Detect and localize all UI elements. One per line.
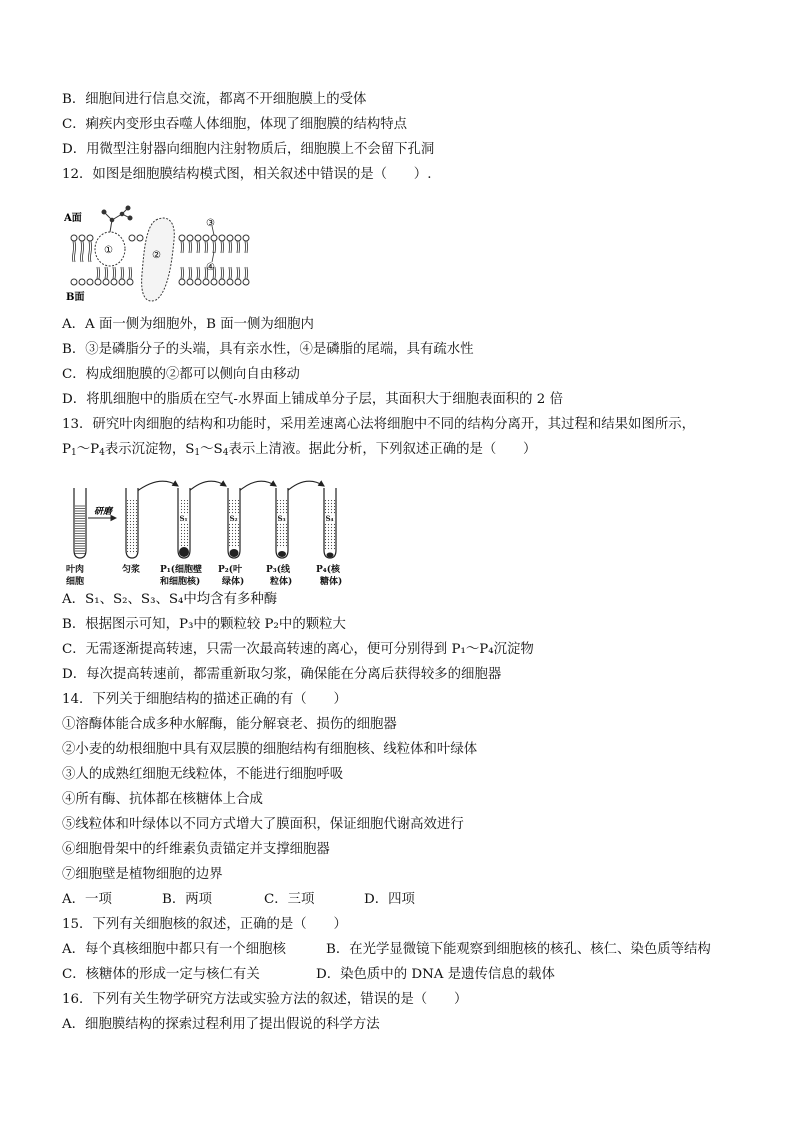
q14-item: ①溶酶体能合成多种水解酶，能分解衰老、损伤的细胞器: [62, 717, 397, 732]
tube-label-p4-1: P₄(核: [316, 565, 340, 575]
q14-option-a: A．一项: [62, 892, 112, 907]
q13-option-d: D．每次提高转速前，都需重新取匀浆，确保能在分离后获得较多的细胞器: [62, 667, 502, 682]
q14-option-d: D．四项: [364, 892, 415, 907]
tube-label-p3-2: 粒体): [270, 577, 293, 587]
q12-option-b: B．③是磷脂分子的头端，具有亲水性，④是磷脂的尾端，具有疏水性: [62, 342, 474, 357]
supernatant-s3: S₃: [277, 514, 286, 523]
fig1-label-a: A面: [64, 213, 82, 224]
fig1-marker-2: ②: [152, 250, 161, 261]
q11-option-d: D．用微型注射器向细胞内注射物质后，细胞膜上不会留下孔洞: [62, 142, 435, 157]
q13-option-b: B．根据图示可知，P₃中的颗粒较 P₂中的颗粒大: [62, 617, 346, 632]
grind-label: 研磨: [94, 507, 113, 517]
tube-label-leaf-cell-1: 叶肉: [66, 565, 85, 575]
supernatant-s4: S₄: [325, 514, 334, 523]
q13-option-a: A．S₁、S₂、S₃、S₄中均含有多种酶: [62, 592, 278, 607]
q16-option-a: A．细胞膜结构的探索过程利用了提出假说的科学方法: [62, 1017, 380, 1032]
supernatant-s2: S₂: [229, 514, 238, 523]
q14-option-c: C．三项: [264, 892, 315, 907]
fig1-marker-3: ③: [206, 218, 215, 229]
q15-stem: 15．下列有关细胞核的叙述，正确的是（ ）: [62, 917, 347, 932]
q12-stem: 12．如图是细胞膜结构模式图，相关叙述中错误的是（ ）.: [62, 167, 432, 182]
fig1-marker-1: ①: [104, 245, 113, 256]
q14-item: ⑦细胞壁是植物细胞的边界: [62, 867, 223, 882]
tube-label-homogenate: 匀浆: [122, 565, 141, 575]
tube-label-p1-2: 和细胞核): [160, 577, 201, 587]
q14-stem: 14．下列关于细胞结构的描述正确的有（ ）: [62, 692, 347, 707]
tube-label-leaf-cell-2: 细胞: [66, 577, 85, 587]
tube-label-p2-1: P₂(叶: [218, 565, 242, 575]
supernatant-s1: S₁: [179, 514, 188, 523]
q13-option-c: C．无需逐渐提高转速，只需一次最高转速的离心，便可分别得到 P₁～P₄沉淀物: [62, 642, 534, 657]
glycoprotein-chain: [102, 206, 132, 232]
centrifugation-diagram: [60, 478, 360, 590]
q15-option-c: C．核糖体的形成一定与核仁有关: [62, 967, 260, 982]
tube-label-p3-1: P₃(线: [266, 565, 290, 575]
q15-option-d: D．染色质中的 DNA 是遗传信息的载体: [316, 967, 555, 982]
q15-options-row1: [62, 941, 762, 959]
q14-option-b: B．两项: [162, 892, 213, 907]
q14-options: [62, 891, 762, 909]
tube-label-p1-1: P₁(细胞壁: [160, 565, 202, 575]
tube-label-p2-2: 绿体): [222, 577, 245, 587]
q14-item: ⑤线粒体和叶绿体以不同方式增大了膜面积，保证细胞代谢高效进行: [62, 817, 464, 832]
q13-stem-line1: 13．研究叶肉细胞的结构和功能时，采用差速离心法将细胞中不同的结构分离开，其过程和结果如图所示，: [62, 417, 696, 432]
q11-option-c: C．痢疾内变形虫吞噬人体细胞，体现了细胞膜的结构特点: [62, 117, 408, 132]
q11-option-b: B．细胞间进行信息交流，都离不开细胞膜上的受体: [62, 92, 367, 107]
fig1-marker-4: ④: [206, 262, 215, 273]
q16-stem: 16．下列有关生物学研究方法或实验方法的叙述，错误的是（ ）: [62, 992, 468, 1007]
q14-item: ③人的成熟红细胞无线粒体，不能进行细胞呼吸: [62, 767, 344, 782]
q12-option-c: C．构成细胞膜的②都可以侧向自由移动: [62, 367, 300, 382]
q15-option-a: A．每个真核细胞中都只有一个细胞核: [62, 942, 286, 957]
q12-option-a: A．A 面一侧为细胞外，B 面一侧为细胞内: [62, 317, 314, 332]
q14-item: ⑥细胞骨架中的纤维素负责锚定并支撑细胞器: [62, 842, 330, 857]
tube-leaf-cells: [74, 488, 86, 558]
q13-stem-line2: $P_1\sim P_4$表示沉淀物，$S_1\sim S_4$表示上清液。据此分析，下列叙述正确的是（ ）: [62, 442, 537, 458]
q12-option-d: D．将肌细胞中的脂质在空气-水界面上铺成单分子层，其面积大于细胞表面积的 2 倍: [62, 392, 563, 407]
q14-item: ④所有酶、抗体都在核糖体上合成: [62, 792, 263, 807]
cell-membrane-diagram: [64, 204, 260, 302]
tube-homogenate: [126, 488, 138, 558]
q15-options-row2: [62, 966, 762, 984]
q14-item: ②小麦的幼根细胞中具有双层膜的细胞结构有细胞核、线粒体和叶绿体: [62, 742, 478, 757]
tube-label-p4-2: 糖体): [320, 577, 343, 587]
fig1-label-b: B面: [66, 292, 85, 302]
q15-option-b: B．在光学显微镜下能观察到细胞核的核孔、核仁、染色质等结构: [326, 942, 711, 957]
